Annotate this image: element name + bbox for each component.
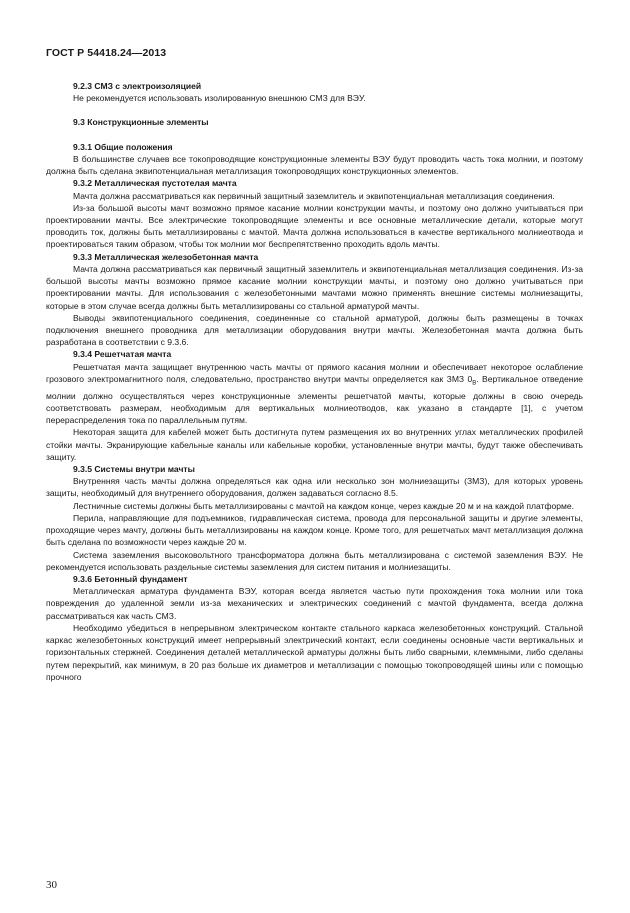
- paragraph: Выводы эквипотенциального соединения, соединенные со стальной арматурой, должны быть размещены в точках подключения внешнего проводника для металлизации оборудования внутри мачты. Железобетонная мачта должна быть разработана в соответствии с 9.3.6.: [46, 312, 583, 348]
- paragraph: Перила, направляющие для подъемников, гидравлическая система, провода для персональной защиты и другие элементы, проходящие через мачту, должны быть металлизированы на каждом конце. Кроме того, для решетчатых мачт металлизация должна быть сделана по возможности через каждые 20 м.: [46, 512, 583, 548]
- paragraph: Не рекомендуется использовать изолированную внешнюю СМЗ для ВЭУ.: [73, 93, 366, 104]
- paragraph: Из-за большой высоты мачт возможно прямое касание молнии конструкции мачты, и поэтому оно должно учитываться при проектировании мачты. Все электрические токопроводящие элементы и все основные металлические детали, которые могут проводить ток, должны быть металлизированы с мачтой. Мачта должна использоваться в качестве вертикального молниеотвода и проектироваться таким образом, чтобы ток молнии мог беспрепятственно проходить вдоль мачты.: [46, 202, 583, 250]
- paragraph: Мачта должна рассматриваться как первичный защитный заземлитель и эквипотенциальная металлизация соединения. Из-за большой высоты мачты возможно прямое касание молнии конструкции мачты, и поэтому оно должно учитываться при проектировании мачты. Для использования с железобетонными мачтами можно применять внешние системы молниезащиты, которые в этом случае всегда должны быть металлизированы со стальной арматурой мачты.: [46, 263, 583, 311]
- paragraph: Система заземления высоковольтного трансформатора должна быть металлизирована с системой заземления ВЭУ. Не рекомендуется использовать раздельные системы заземления для систем питания и молниезащиты.: [46, 549, 583, 572]
- section-9-3-6-heading: 9.3.6 Бетонный фундамент: [73, 574, 188, 585]
- paragraph: В большинстве случаев все токопроводящие конструкционные элементы ВЭУ будут проводить часть тока молнии, и поэтому должна быть сделана эквипотенциальная металлизация токопроводящих конструкционных элементов.: [46, 153, 583, 177]
- paragraph: Мачта должна рассматриваться как первичный защитный заземлитель и эквипотенциальная металлизация соединения.: [73, 190, 555, 201]
- paragraph: [46, 361, 583, 427]
- section-9-3-4-heading: 9.3.4 Решетчатая мачта: [73, 349, 172, 360]
- paragraph: Внутренняя часть мачты должна определяться как одна или несколько зон молниезащиты (ЗМЗ), для которых уровень защиты, необходимый для внутреннего оборудования, должен задаваться согласно 8.5.: [46, 476, 583, 499]
- paragraph-text: Решетчатая мачта защищает внутреннюю часть мачты от прямого касания молнии и обеспечивает некоторое ослабление грозового электромагнитного поля, следовательно, пространство внутри мачты определяется как ЗМЗ 0: [46, 361, 583, 384]
- section-9-2-3-heading: 9.2.3 СМЗ с электроизоляцией: [73, 81, 202, 91]
- paragraph: Лестничные системы должны быть металлизированы с мачтой на каждом конце, через каждые 20 м и на каждой платформе.: [73, 500, 574, 511]
- paragraph: Металлическая арматура фундамента ВЭУ, которая всегда является частью пути прохождения тока молнии или тока повреждения до удаленной земли из-за механических и электрических соединений с мачтой фундамента, всегда должна рассматриваться как часть СМЗ.: [46, 586, 583, 621]
- section-9-3-5-heading: 9.3.5 Системы внутри мачты: [73, 464, 195, 475]
- document-header: ГОСТ Р 54418.24—2013: [46, 47, 167, 59]
- paragraph: Необходимо убедиться в непрерывном электрическом контакте стального каркаса железобетонных конструкций. Стальной каркас железобетонных конструкций имеет непрерывный электрический контакт, если соединены основные части вертикальных и горизонтальных стержней. Соединения деталей металлической арматуры должны быть либо сварными, клеммными, либо сделаны путем перекрытий, как минимум, в 20 раз больше их диаметров и металлизации с помощью токопроводящей шины или с помощью прочного: [46, 622, 583, 682]
- zone-subscript: B: [472, 380, 477, 387]
- paragraph-text: . Вертикальное отведение молнии должно осуществляться через конструкционные элементы решетчатой мачты, которые должны в свою очередь соответствовать размерам, необходимым для вертикальных молниеотводов, как указано в стандарте [1], с учетом перераспределения тока по параллельным путям.: [46, 373, 583, 426]
- section-9-3-2-heading: 9.3.2 Металлическая пустотелая мачта: [73, 178, 237, 189]
- section-9-3-3-heading: 9.3.3 Металлическая железобетонная мачта: [73, 251, 259, 262]
- page-number: 30: [46, 879, 57, 891]
- paragraph: Некоторая защита для кабелей может быть достигнута путем размещения их во внутренних углах металлических профилей стойки мачты. Экранирующие кабельные каналы или кабельные коробки, установленные внутри мачты, будут также обеспечивать защиту.: [46, 427, 583, 462]
- section-9-3-heading: 9.3 Конструкционные элементы: [73, 117, 209, 128]
- section-9-3-1-heading: 9.3.1 Общие положения: [73, 141, 173, 152]
- document-body: [46, 80, 583, 683]
